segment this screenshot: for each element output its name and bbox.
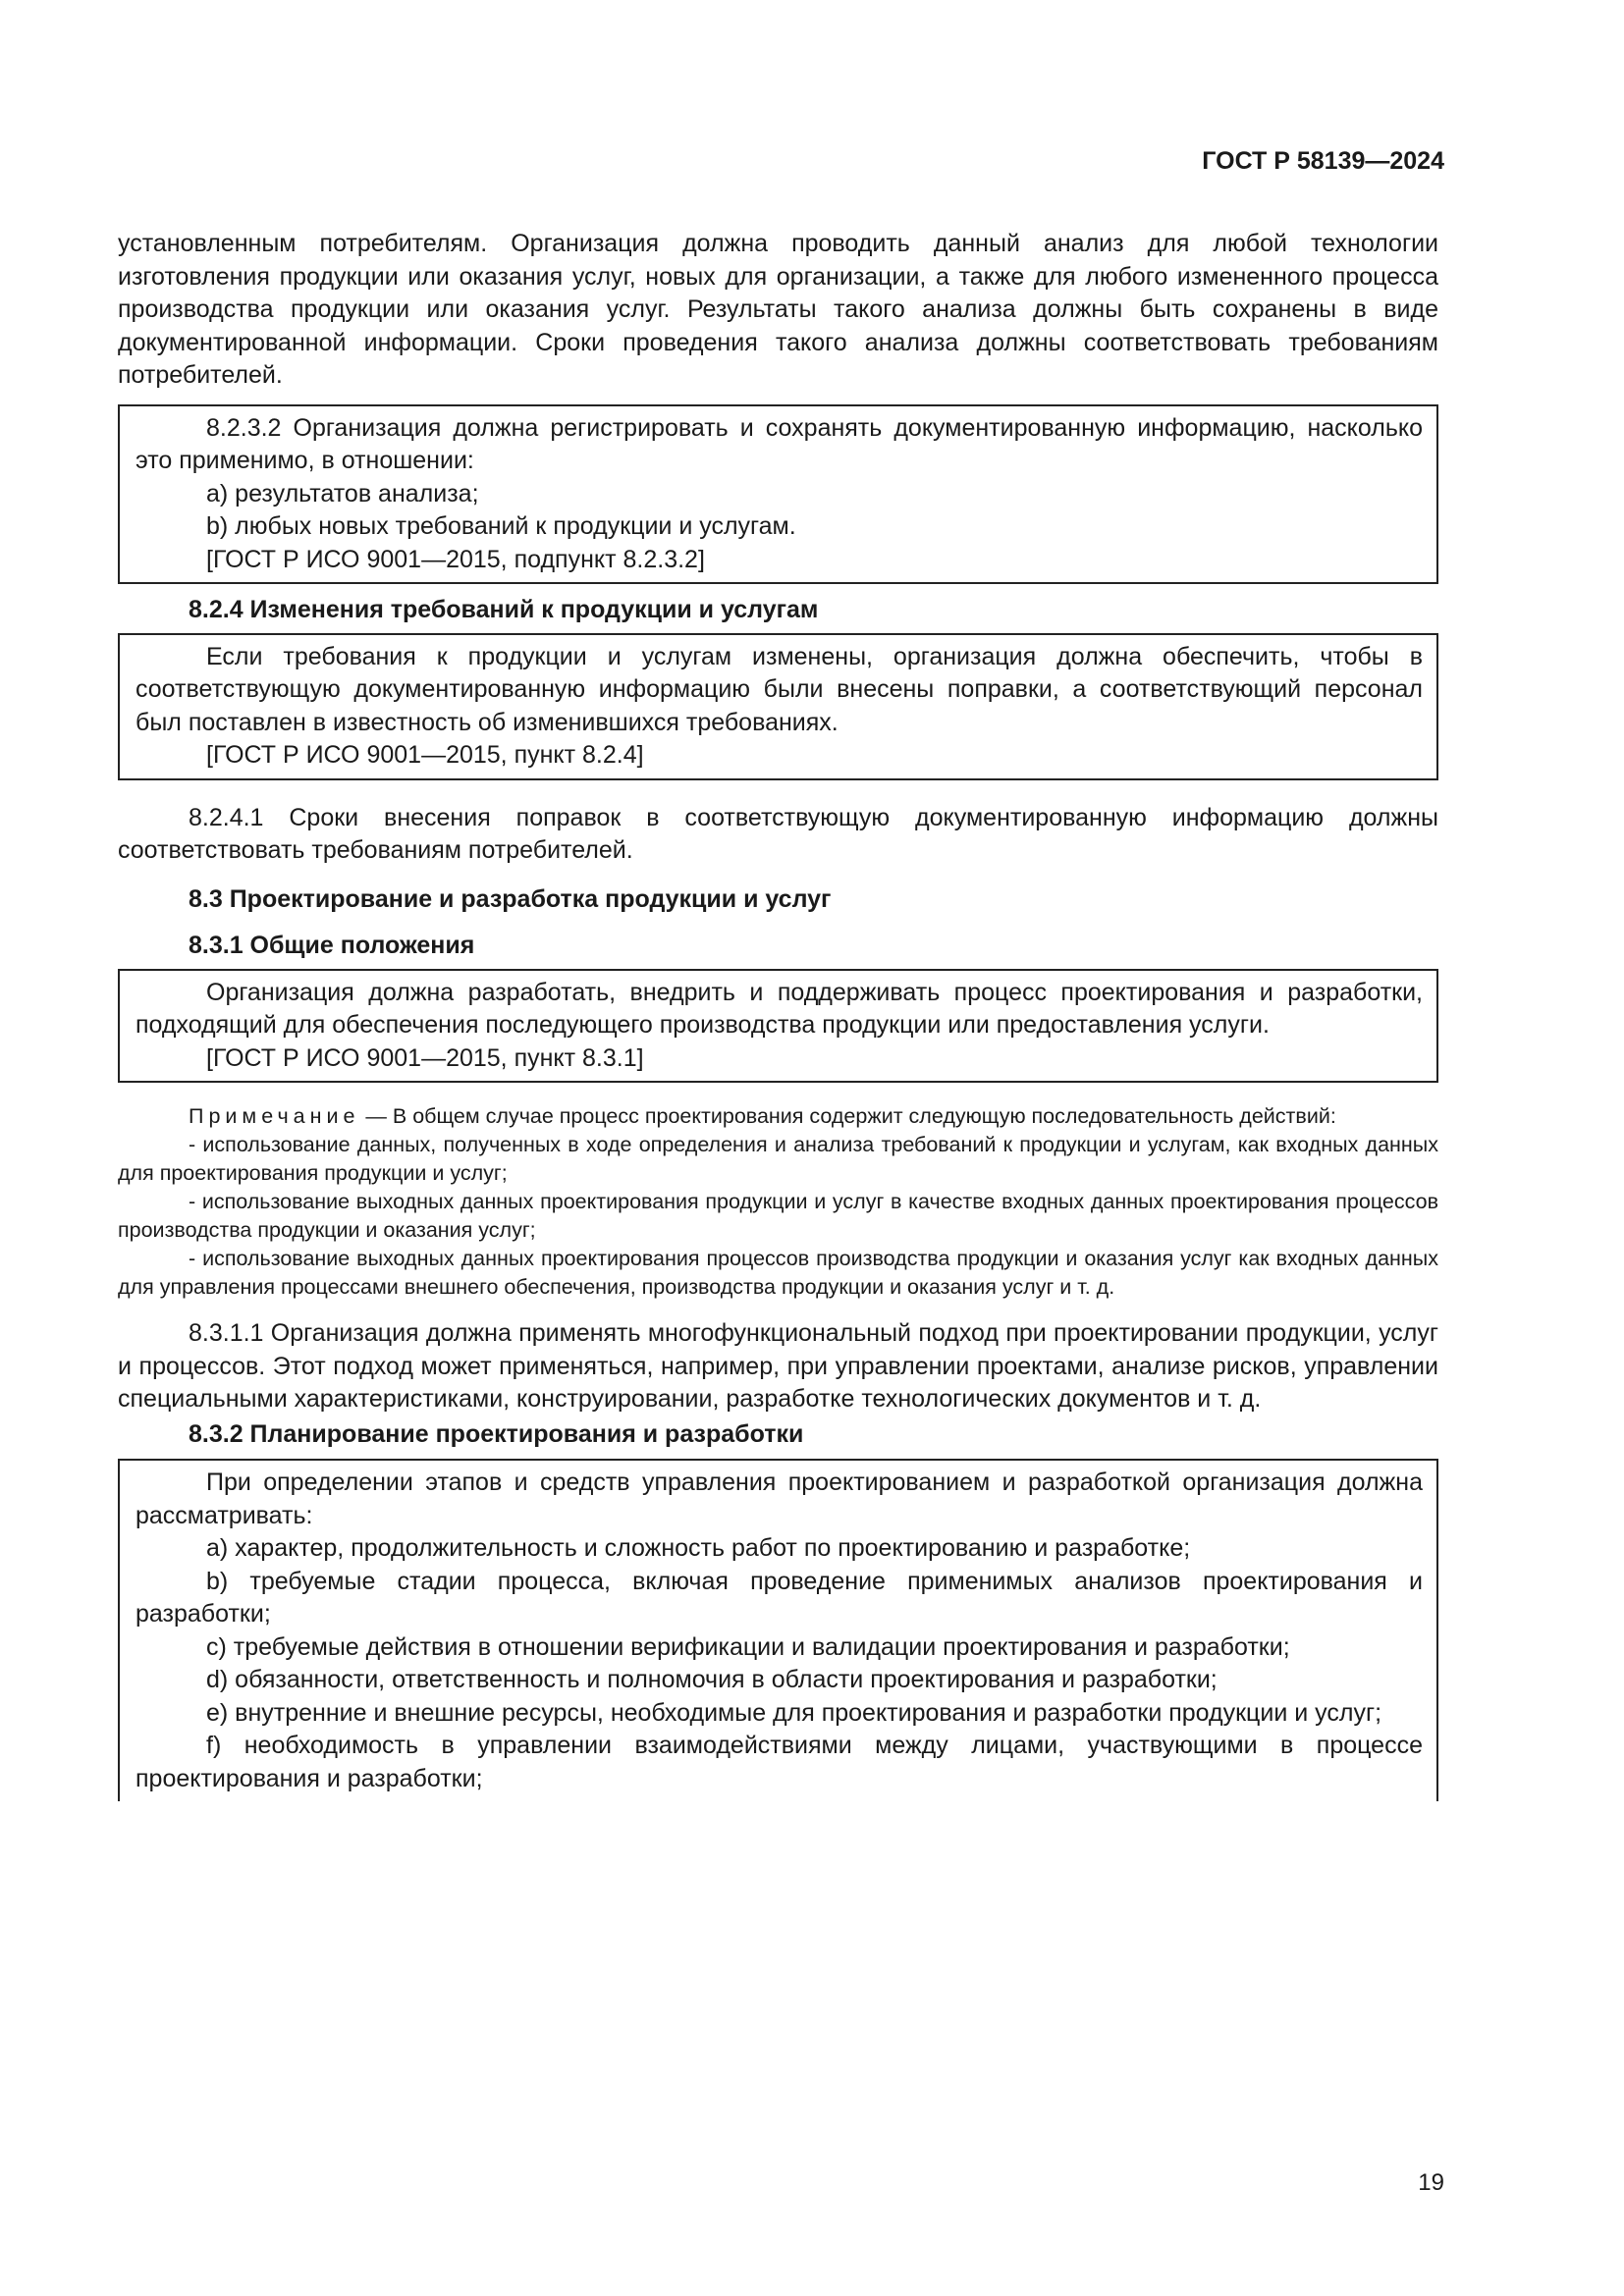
list-item: e) внутренние и внешние ресурсы, необходимые для проектирования и разработки продукции и услуг;	[206, 1698, 1382, 1727]
list-item: b) требуемые стадии процесса, включая проведение применимых анализов проектирования и разработки;	[135, 1567, 1423, 1628]
box-text: При определении этапов и средств управления проектированием и разработкой организация должна рассматривать:	[135, 1468, 1423, 1529]
list-item: a) характер, продолжительность и сложность работ по проектированию и разработке;	[206, 1534, 1191, 1562]
list-item: c) требуемые действия в отношении верификации и валидации проектирования и разработки;	[206, 1632, 1290, 1661]
quote-box-8-2-4	[118, 633, 1438, 780]
quote-box-8-2-3-2	[118, 404, 1438, 585]
list-item: a) результатов анализа;	[206, 479, 479, 507]
box-text: 8.2.3.2 Организация должна регистрировать и сохранять документированную информацию, насколько это применимо, в отношении:	[135, 413, 1423, 474]
note-item: - использование выходных данных проектирования процессов производства продукции и оказания услуг как входных данных для управления процессами внешнего обеспечения, производства продукции и оказания услуг и т. д.	[118, 1247, 1438, 1299]
section-heading-8-2-4: 8.2.4 Изменения требований к продукции и услугам	[189, 596, 819, 623]
list-item: f) необходимость в управлении взаимодействиями между лицами, участвующими в процессе проектирования и разработки;	[135, 1732, 1423, 1792]
note-intro	[118, 1102, 1438, 1131]
list-item: b) любых новых требований к продукции и услугам.	[206, 512, 796, 540]
quote-box-8-3-2	[118, 1459, 1438, 1801]
document-standard-header: ГОСТ Р 58139—2024	[1202, 147, 1444, 175]
note-text: — В общем случае процесс проектирования содержит следующую последовательность действий:	[359, 1104, 1336, 1128]
section-heading-8-3-1: 8.3.1 Общие положения	[189, 932, 475, 959]
section-heading-8-3: 8.3 Проектирование и разработка продукции и услуг	[189, 884, 832, 913]
page-content	[118, 228, 1438, 1801]
paragraph-8-3-1-1: 8.3.1.1 Организация должна применять многофункциональный подход при проектировании продукции, услуг и процессов. Этот подход может применяться, например, при управлении проектами, анализе рисков, управлении специальными характеристиками, конструировании, разработке технологических документов и т. д.	[118, 1319, 1438, 1413]
note-block	[118, 1102, 1438, 1302]
quote-box-8-3-1	[118, 969, 1438, 1084]
reference: [ГОСТ Р ИСО 9001—2015, пункт 8.2.4]	[206, 741, 644, 769]
note-item: - использование выходных данных проектирования продукции и услуг в качестве входных данных проектирования процессов производства продукции и оказания услуг;	[118, 1190, 1438, 1242]
note-label: Примечание	[189, 1104, 360, 1128]
page-number: 19	[1418, 2169, 1444, 2196]
paragraph-8-2-4-1: 8.2.4.1 Сроки внесения поправок в соответствующую документированную информацию должны соответствовать требованиям потребителей.	[118, 803, 1438, 864]
box-text: Организация должна разработать, внедрить и поддерживать процесс проектирования и разработки, подходящий для обеспечения последующего производства продукции или предоставления услуги.	[135, 978, 1423, 1039]
section-heading-8-3-2: 8.3.2 Планирование проектирования и разработки	[189, 1419, 804, 1448]
list-item: d) обязанности, ответственность и полномочия в области проектирования и разработки;	[206, 1666, 1218, 1693]
reference: [ГОСТ Р ИСО 9001—2015, подпункт 8.2.3.2]	[206, 545, 705, 573]
note-item: - использование данных, полученных в ходе определения и анализа требований к продукции и услугам, как входных данных для проектирования продукции и услуг;	[118, 1133, 1438, 1185]
intro-paragraph: установленным потребителям. Организация должна проводить данный анализ для любой технологии изготовления продукции или оказания услуг, новых для организации, а также для любого измененного процесса производства продукции или оказания услуг. Результаты такого анализа должны быть сохранены в виде документированной информации. Сроки проведения такого анализа должны соответствовать требованиям потребителей.	[118, 230, 1438, 389]
reference: [ГОСТ Р ИСО 9001—2015, пункт 8.3.1]	[206, 1043, 644, 1072]
box-text: Если требования к продукции и услугам изменены, организация должна обеспечить, чтобы в соответствующую документированную информацию были внесены поправки, а соответствующий персонал был поставлен в известность об изменившихся требованиях.	[135, 642, 1423, 736]
